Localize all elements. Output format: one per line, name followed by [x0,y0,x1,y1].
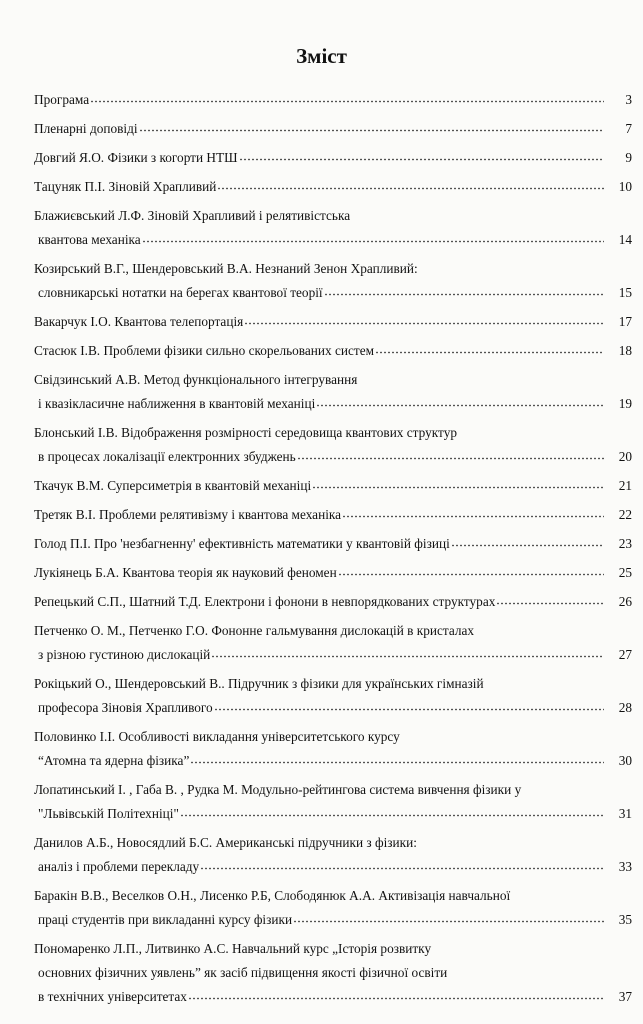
dot-leader [190,755,604,765]
page-title: Зміст [296,44,347,68]
toc-page-number: 27 [618,647,632,662]
toc-entry [34,561,632,585]
toc-page-number: 10 [618,179,632,194]
dot-leader [142,234,604,244]
toc-entry [34,619,632,667]
toc-page-number: 37 [618,989,632,1004]
toc-entry [34,368,632,416]
dot-leader [200,861,604,871]
toc-entry-text: Третяк В.І. Проблеми релятивізму і квантова механіка [34,507,342,522]
toc-entry-text: в технічних університетах [38,989,187,1004]
toc-entry-text: Петченко О. М., Петченко Г.О. Фононне гальмування дислокацій в кристалах [34,623,475,638]
toc-page-number: 15 [618,285,632,300]
dot-leader [316,398,604,408]
toc-entry [34,146,632,170]
toc-entry-text: Лопатинський І. , Габа В. , Рудка М. Модульно-рейтингова система вивчення фізики у [34,782,522,797]
toc-page-number: 25 [618,565,632,580]
toc-entry [34,310,632,334]
toc-entry [34,778,632,826]
dot-leader [139,123,604,133]
toc-entry [34,88,632,112]
toc-entry-text: з різною густиною дислокацій [38,647,211,662]
toc-entry [34,175,632,199]
toc-entry-text: Тацуняк П.І. Зіновій Храпливий [34,179,217,194]
toc-entry-text: Блажиєвський Л.Ф. Зіновій Храпливий і релятивістська [34,208,351,223]
toc-page-number: 22 [618,507,632,522]
toc-entry-text: професора Зіновія Храпливого [38,700,213,715]
toc-entry-text: Пономаренко Л.П., Литвинко А.С. Навчальний курс „Історія розвитку [34,941,432,956]
toc-page-number: 21 [618,478,632,493]
dot-leader [214,702,604,712]
dot-leader [312,480,604,490]
toc-page-number: 30 [618,753,632,768]
toc-page-number: 20 [618,449,632,464]
toc-entry [34,339,632,363]
toc-entry-text: квантова механіка [38,232,141,247]
toc-entry-text: основних фізичних уявлень” як засіб підвищення якості фізичної освіти [38,965,448,980]
toc-entry-text: в процесах локалізації електронних збуджень [38,449,296,464]
toc-page-number: 28 [618,700,632,715]
toc-entry-text: словникарські нотатки на берегах квантової теорії [38,285,323,300]
toc-entry-text: Репецький С.П., Шатний Т.Д. Електрони і фонони в невпорядкованих структурах [34,594,496,609]
dot-leader [375,345,604,355]
toc-page-number: 31 [618,806,632,821]
dot-leader [211,649,604,659]
toc-entry-text: Баракін В.В., Веселков О.Н., Лисенко Р.Б, Слободянюк А.А. Активізація навчальної [34,888,511,903]
dot-leader [244,316,604,326]
dot-leader [90,94,604,104]
toc-entry [34,725,632,773]
toc-page-number: 23 [618,536,632,551]
dot-leader [188,991,604,1001]
toc-entry [34,421,632,469]
toc-entry-text: Половинко І.І. Особливості викладання університетського курсу [34,729,400,744]
toc-entry [34,532,632,556]
dot-leader [324,287,604,297]
toc-entry-text: аналіз і проблеми перекладу [38,859,200,874]
toc-page-number: 9 [625,150,632,165]
toc-entry-text: “Атомна та ядерна фізика” [38,753,190,768]
toc-entry-text: Ткачук В.М. Суперсиметрія в квантовій механіці [34,478,312,493]
toc-page-number: 14 [618,232,632,247]
toc-entry-text: Вакарчук І.О. Квантова телепортація [34,314,244,329]
dot-leader [297,451,604,461]
toc-entry-text: Стасюк І.В. Проблеми фізики сильно скорельованих систем [34,343,375,358]
toc-entry-text: Блонський І.В. Відображення розмірності середовища квантових структур [34,425,457,440]
toc-entry [34,204,632,252]
toc-entry [34,672,632,720]
dot-leader [451,538,604,548]
dot-leader [217,181,604,191]
toc-page-number: 35 [618,912,632,927]
dot-leader [180,808,604,818]
toc-entry-text: Данилов А.Б., Новосядлий Б.С. Американські підручники з фізики: [34,835,417,850]
toc-entry-text: Свідзинський А.В. Метод функціонального інтегрування [34,372,358,387]
toc-entry [34,937,632,1009]
toc-entry-text: "Львівській Політехніці" [38,806,179,821]
dot-leader [293,914,604,924]
toc-entry [34,884,632,932]
toc-entry [34,257,632,305]
table-of-contents [34,88,632,1014]
toc-page-number: 18 [618,343,632,358]
toc-page-number: 17 [618,314,632,329]
toc-entry-text: Довгий Я.О. Фізики з когорти НТШ [34,150,238,165]
toc-entry-text: Козирський В.Г., Шендеровський В.А. Незнаний Зенон Храпливий: [34,261,418,276]
toc-entry [34,590,632,614]
toc-entry-text: Рокіцький О., Шендеровський В.. Підручник з фізики для українських гімназій [34,676,484,691]
toc-page-number: 3 [625,92,632,107]
toc-page-number: 7 [625,121,632,136]
toc-entry [34,474,632,498]
toc-entry-text: праці студентів при викладанні курсу фізики [38,912,293,927]
dot-leader [342,509,604,519]
toc-entry [34,117,632,141]
toc-entry-text: Програма [34,92,90,107]
toc-entry [34,503,632,527]
toc-entry [34,831,632,879]
toc-entry-text: і квазікласичне наближення в квантовій механіці [38,396,316,411]
toc-page-number: 33 [618,859,632,874]
toc-entry-text: Пленарні доповіді [34,121,138,136]
toc-entry-text: Лукіянець Б.А. Квантова теорія як науковий феномен [34,565,337,580]
toc-page-number: 19 [618,396,632,411]
dot-leader [239,152,604,162]
dot-leader [496,596,604,606]
toc-entry-text: Голод П.І. Про 'незбагненну' ефективність математики у квантовій фізиці [34,536,450,551]
toc-page-number: 26 [618,594,632,609]
dot-leader [338,567,604,577]
